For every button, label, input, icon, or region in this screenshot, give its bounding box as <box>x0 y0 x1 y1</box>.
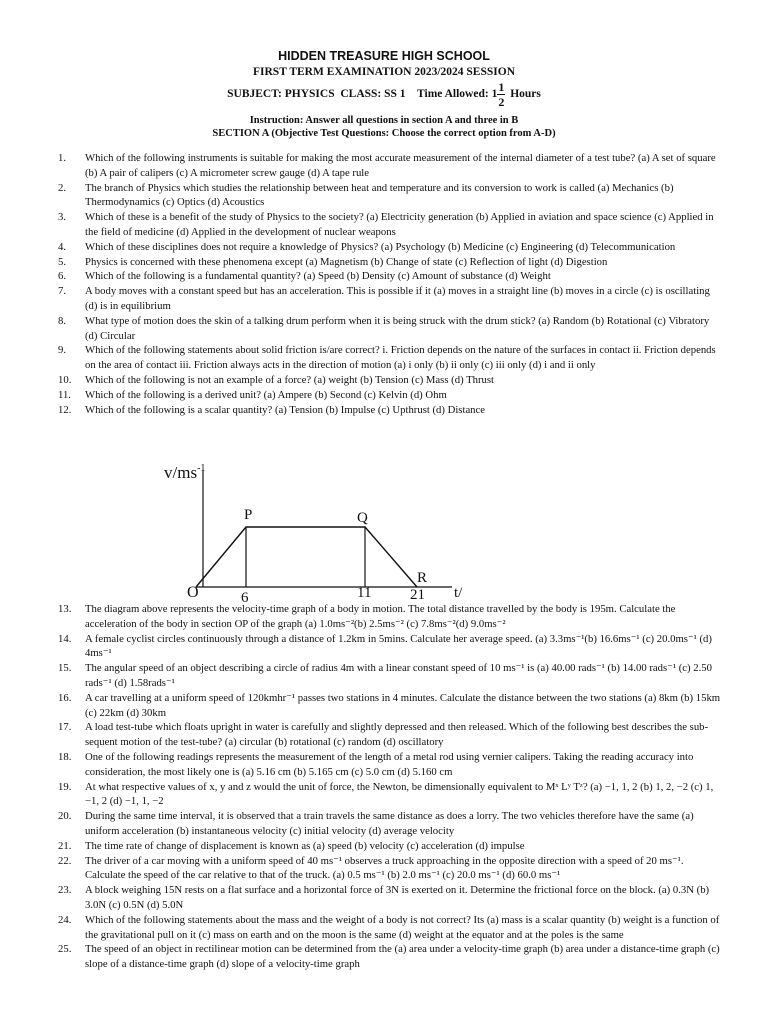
question-number: 19. <box>58 780 72 793</box>
question-number: 24. <box>58 913 72 926</box>
question-number: 4. <box>58 240 67 253</box>
question-item <box>58 343 722 373</box>
time-unit: Hours <box>510 88 541 101</box>
section-a-heading: SECTION A (Objective Test Questions: Choose the correct option from A-D) <box>212 128 556 139</box>
question-number: 21. <box>58 839 72 852</box>
tick-label-6: 6 <box>241 590 249 606</box>
question-number: 12. <box>58 403 72 416</box>
question-item <box>58 240 722 255</box>
time-denominator: 2 <box>498 95 505 109</box>
question-text: Which of the following is a scalar quantity? (a) Tension (b) Impulse (c) Upthrust (d) Distance <box>85 403 486 416</box>
y-axis-label: $v/ms^{-1}$ <box>164 463 206 482</box>
question-text: A body moves with a constant speed but has an acceleration. This is possible if it (a) moves in a straight line (b) moves in a circle (c) is oscillating (d) is in equilibrium <box>85 285 710 312</box>
question-text: A block weighing 15N rests on a flat surface and a horizontal force of 3N is exerted on it. Determine the frictional force on the block. (a) 0.3N (b) 3.0N (c) 0.5N (d) 5.0N <box>85 884 710 911</box>
question-number: 5. <box>58 255 67 268</box>
question-item <box>58 809 722 839</box>
question-text: At what respective values of x, y and z would the unit of force, the Newton, be dimensionally equivalent to Mˣ Lʸ Tᶻ? (a) −1, 1, 2 (b) 1, 2, −2 (c) 1, −1, 2 (d) −1, 1, −2 <box>85 780 714 808</box>
question-item <box>58 854 722 884</box>
question-number: 10. <box>58 373 72 386</box>
graph-line <box>196 527 417 587</box>
question-text: Physics is concerned with these phenomena except (a) Magnetism (b) Change of state (c) Reflection of light (d) Digestion <box>85 255 608 268</box>
tick-label-21: 21 <box>410 587 425 603</box>
question-text: Which of the following is a fundamental quantity? (a) Speed (b) Density (c) Amount of substance (d) Weight <box>85 270 551 283</box>
question-number: 9. <box>58 344 67 357</box>
question-text: What type of motion does the skin of a talking drum perform when it is being struck with the drum stick? (a) Random (b) Rotational (c) Vibratory (d) Circular <box>85 314 710 342</box>
point-r-label: R <box>417 570 428 586</box>
question-text: Which of these disciplines does not require a knowledge of Physics? (a) Psychology (b) Medicine (c) Engineering (d) Telecommunication <box>85 240 676 253</box>
question-item <box>58 780 722 810</box>
question-item <box>58 750 722 780</box>
question-number: 13. <box>58 603 72 615</box>
question-text: The diagram above represents the velocity-time graph of a body in motion. The total distance travelled by the body is 195m. Calculate the acceleration of the body in section OP of the graph (a) 1.0ms⁻²(b) 2.5ms⁻² (c) 7.8ms⁻²(d) 9.0ms⁻² <box>85 603 676 630</box>
question-number: 20. <box>58 810 72 823</box>
question-item <box>58 403 722 418</box>
question-item <box>58 632 722 662</box>
question-item <box>58 942 722 972</box>
question-number: 18. <box>58 750 72 763</box>
question-text: Which of these is a benefit of the study of Physics to the society? (a) Electricity generation (b) Applied in aviation and space science (c) Applied in the field of medicine (d) Applied in the development of nuclear weapons <box>85 211 714 238</box>
question-text: A load test-tube which floats upright in water is carefully and slightly depressed and then released. Which of the following best describes the sub-sequent motion of the test-tube? (a) circular (b) rotational (c) random (d) oscillatory <box>85 721 709 749</box>
question-number: 14. <box>58 632 72 645</box>
instruction: Instruction: Answer all questions in section A and three in B <box>249 115 519 126</box>
question-text: One of the following readings represents the measurement of the length of a metal rod using vernier calipers. Taking the reading accuracy into consideration, the most likely one is (a) 5.16 cm (b) 5.165 cm (c) 5.0 cm (d) 5.160 cm <box>85 750 694 778</box>
velocity-time-graph <box>150 456 480 606</box>
question-item <box>58 388 722 403</box>
question-number: 23. <box>58 884 72 897</box>
question-number: 3. <box>58 211 67 224</box>
question-list-part1 <box>58 151 722 417</box>
question-item <box>58 151 722 181</box>
question-number: 2. <box>58 181 67 194</box>
question-text: During the same time interval, it is observed that a train travels the same distance as does a lorry. The two vehicles therefore have the same (a) uniform acceleration (b) instantaneous velocity (c) initial velocity (d) average velocity <box>85 810 694 837</box>
question-text: The branch of Physics which studies the relationship between heat and temperature and its conversion to work is called (a) Mechanics (b) Thermodynamics (c) Optics (d) Acoustics <box>85 181 674 209</box>
time-numerator: 1 <box>498 80 505 94</box>
question-number: 16. <box>58 691 72 704</box>
origin-label: O <box>187 584 199 601</box>
subject-class-time: SUBJECT: PHYSICS CLASS: SS 1 Time Allowed: 1 <box>227 88 498 101</box>
question-item <box>58 210 722 240</box>
subject-line <box>0 80 768 116</box>
question-number: 25. <box>58 943 72 956</box>
question-item <box>58 661 722 691</box>
time-whole: 1 <box>491 88 498 101</box>
question-item <box>58 883 722 913</box>
question-text: The driver of a car moving with a uniform speed of 40 ms⁻¹ observes a truck approaching in the opposite direction with a speed of 20 ms⁻¹. Calculate the speed of the car relative to that of the truck. (a) 0.5 ms⁻¹ (b) 2.0 ms⁻¹ (c) 20.0 ms⁻¹ (d) 60.0 ms⁻¹ <box>85 854 684 882</box>
question-text: The time rate of change of displacement is known as (a) speed (b) velocity (c) acceleration (d) impulse <box>85 839 525 852</box>
question-number: 7. <box>58 285 67 298</box>
question-number: 15. <box>58 662 72 675</box>
question-item <box>58 913 722 943</box>
question-text: Which of the following statements about solid friction is/are correct? i. Friction depends on the nature of the surfaces in contact ii. Friction depends on the area of contact iii. Friction always acts in the direction of motion (a) i only (b) ii only (c) iii only (d) i and ii only <box>85 344 716 372</box>
question-number: 22. <box>58 854 72 867</box>
question-item <box>58 269 722 284</box>
question-item <box>58 181 722 211</box>
question-item <box>58 284 722 314</box>
question-text: Which of the following statements about the mass and the weight of a body is not correct? Its (a) mass is a scalar quantity (b) weight is a function of the gravitational pull on it (c) mass on earth and on the moon is the same (d) weight at the equator and at the poles is the same <box>85 913 720 941</box>
question-item <box>58 839 722 854</box>
question-text: Which of the following instruments is suitable for making the most accurate measurement of the internal diameter of a test tube? (a) A set of square (b) A pair of calipers (c) A micrometer screw gauge (d) A tape rule <box>85 152 716 179</box>
question-text: A female cyclist circles continuously through a distance of 1.2km in 5mins. Calculate her average speed. (a) 3.3ms⁻¹(b) 16.6ms⁻¹ (c) 20.0ms⁻¹ (d) 4ms⁻¹ <box>85 632 712 660</box>
point-p-label: P <box>244 507 253 523</box>
question-text: A car travelling at a uniform speed of 120kmhr⁻¹ passes two stations in 4 minutes. Calculate the distance between the two stations (a) 8km (b) 15km (c) 22km (d) 30km <box>85 691 721 719</box>
question-text: Which of the following is a derived unit? (a) Ampere (b) Second (c) Kelvin (d) Ohm <box>85 388 447 401</box>
time-fraction <box>497 80 505 109</box>
question-number: 11. <box>58 388 71 401</box>
point-q-label: Q <box>357 510 368 526</box>
question-number: 17. <box>58 721 72 734</box>
question-text: The angular speed of an object describing a circle of radius 4m with a linear constant speed of 10 ms⁻¹ is (a) 40.00 rads⁻¹ (b) 14.00 rads⁻¹ (c) 2.50 rads⁻¹ (d) 1.58rads⁻¹ <box>85 662 712 689</box>
school-name: HIDDEN TREASURE HIGH SCHOOL <box>278 49 490 63</box>
question-number: 8. <box>58 314 67 327</box>
question-item <box>58 602 722 632</box>
question-number: 1. <box>58 152 67 164</box>
question-item <box>58 720 722 750</box>
question-item <box>58 255 722 270</box>
x-axis-label: t/ <box>454 585 463 601</box>
question-item <box>58 373 722 388</box>
question-text: Which of the following is not an example of a force? (a) weight (b) Tension (c) Mass (d) Thrust <box>85 373 495 386</box>
question-list-part2 <box>58 602 722 972</box>
question-item <box>58 314 722 344</box>
tick-label-11: 11 <box>357 585 372 601</box>
exam-title: FIRST TERM EXAMINATION 2023/2024 SESSION <box>253 66 515 78</box>
question-number: 6. <box>58 270 67 283</box>
question-text: The speed of an object in rectilinear motion can be determined from the (a) area under a velocity-time graph (b) area under a distance-time graph (c) slope of a distance-time graph (d) slope of a velocity-time graph <box>85 943 720 971</box>
question-item <box>58 691 722 721</box>
